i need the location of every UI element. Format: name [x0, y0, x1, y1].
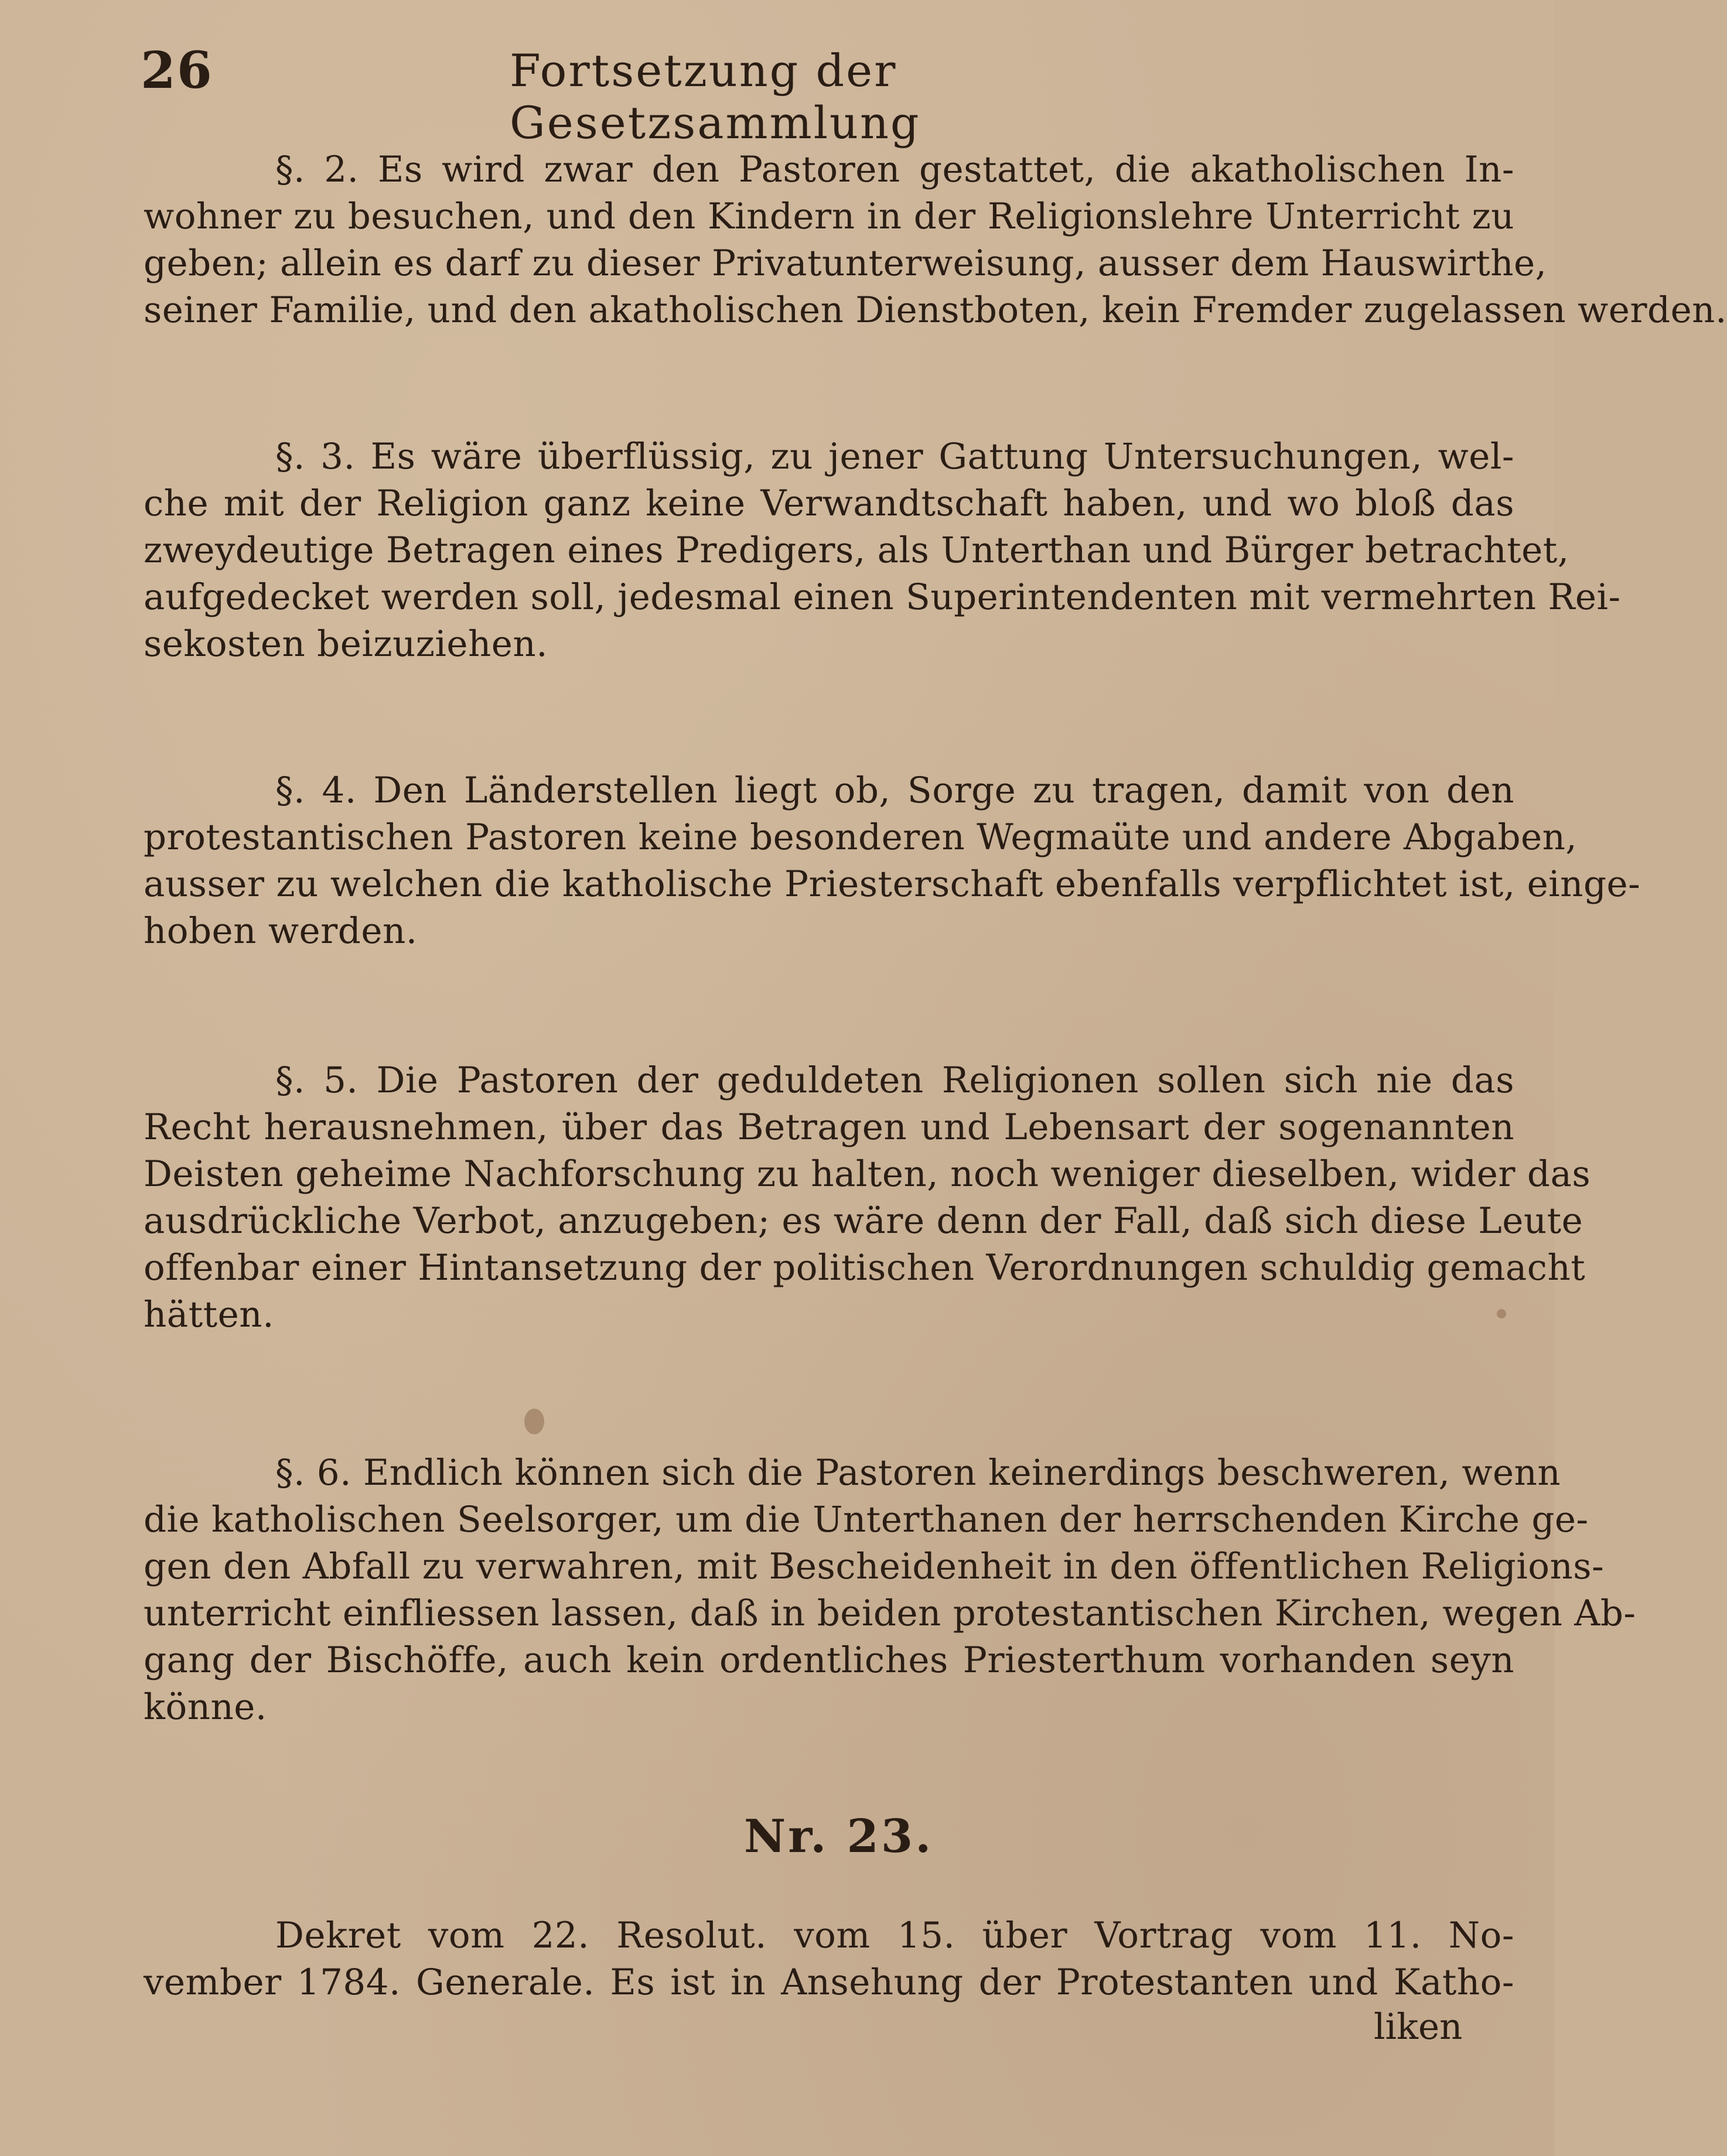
- running-title: Fortsetzung der Gesetzsammlung: [510, 45, 921, 149]
- text-line: seiner Familie, und den akatholischen Dienstboten, kein Fremder zugelassen werden.: [144, 289, 1727, 331]
- paragraph-section-2: [144, 146, 1727, 334]
- text-line: Dekret vom 22. Resolut. vom 15. über Vortrag vom 11. No-: [275, 1915, 1514, 1956]
- paragraph-section-5: [144, 1057, 1591, 1338]
- text-line: §. 3. Es wäre überflüssig, zu jener Gattung Untersuchungen, wel-: [275, 436, 1514, 477]
- text-line: §. 4. Den Länderstellen liegt ob, Sorge zu tragen, damit von den: [275, 770, 1514, 811]
- paragraph-section-3: [144, 433, 1621, 668]
- text-line: protestantischen Pastoren keine besonderen Wegmaüte und andere Abgaben,: [144, 816, 1578, 858]
- page-header: [141, 41, 1154, 149]
- text-line: zweydeutige Betragen eines Predigers, als Unterthan und Bürger betrachtet,: [144, 529, 1569, 571]
- decree-paragraph: [144, 1912, 1514, 2006]
- text-line: unterricht einfliessen lassen, daß in beiden protestantischen Kirchen, wegen Ab-: [144, 1593, 1636, 1634]
- text-line: offenbar einer Hintansetzung der politischen Verordnungen schuldig gemacht: [144, 1247, 1586, 1289]
- text-line: könne.: [144, 1686, 267, 1728]
- text-line: Recht herausnehmen, über das Betragen und Lebensart der sogenannten: [144, 1106, 1514, 1148]
- text-line: wohner zu besuchen, und den Kindern in der Religionslehre Unterricht zu: [144, 196, 1514, 237]
- text-line: Deisten geheime Nachforschung zu halten, noch weniger dieselben, wider das: [144, 1153, 1591, 1195]
- text-line: vember 1784. Generale. Es ist in Ansehung der Protestanten und Katho-: [144, 1962, 1514, 2003]
- text-line: gen den Abfall zu verwahren, mit Bescheidenheit in den öffentlichen Religions-: [144, 1546, 1605, 1587]
- section-heading: Nr. 23.: [744, 1810, 934, 1863]
- text-line: sekosten beizuziehen.: [144, 623, 548, 665]
- text-line: geben; allein es darf zu dieser Privatunterweisung, ausser dem Hauswirthe,: [144, 242, 1547, 284]
- page-number: 26: [141, 41, 213, 100]
- text-line: hätten.: [144, 1294, 274, 1335]
- paragraph-section-4: [144, 767, 1641, 955]
- text-line: aufgedecket werden soll, jedesmal einen Superintendenten mit vermehrten Rei-: [144, 576, 1621, 618]
- text-line: §. 5. Die Pastoren der geduldeten Religionen sollen sich nie das: [275, 1060, 1514, 1101]
- text-line: §. 2. Es wird zwar den Pastoren gestattet, die akatholischen In-: [275, 149, 1514, 190]
- paragraph-section-6: [144, 1450, 1636, 1731]
- text-line: che mit der Religion ganz keine Verwandtschaft haben, und wo bloß das: [144, 483, 1514, 524]
- text-line: ausdrückliche Verbot, anzugeben; es wäre denn der Fall, daß sich diese Leute: [144, 1200, 1583, 1242]
- catchword: liken: [1374, 2006, 1463, 2048]
- text-line: die katholischen Seelsorger, um die Unterthanen der herrschenden Kirche ge-: [144, 1499, 1589, 1540]
- ink-stain: [524, 1409, 544, 1434]
- text-line: hoben werden.: [144, 910, 418, 952]
- text-line: gang der Bischöffe, auch kein ordentliches Priesterthum vorhanden seyn: [144, 1639, 1514, 1681]
- text-line: ausser zu welchen die katholische Priesterschaft ebenfalls verpflichtet ist, einge-: [144, 863, 1641, 905]
- text-line: §. 6. Endlich können sich die Pastoren keinerdings beschweren, wenn: [275, 1452, 1561, 1494]
